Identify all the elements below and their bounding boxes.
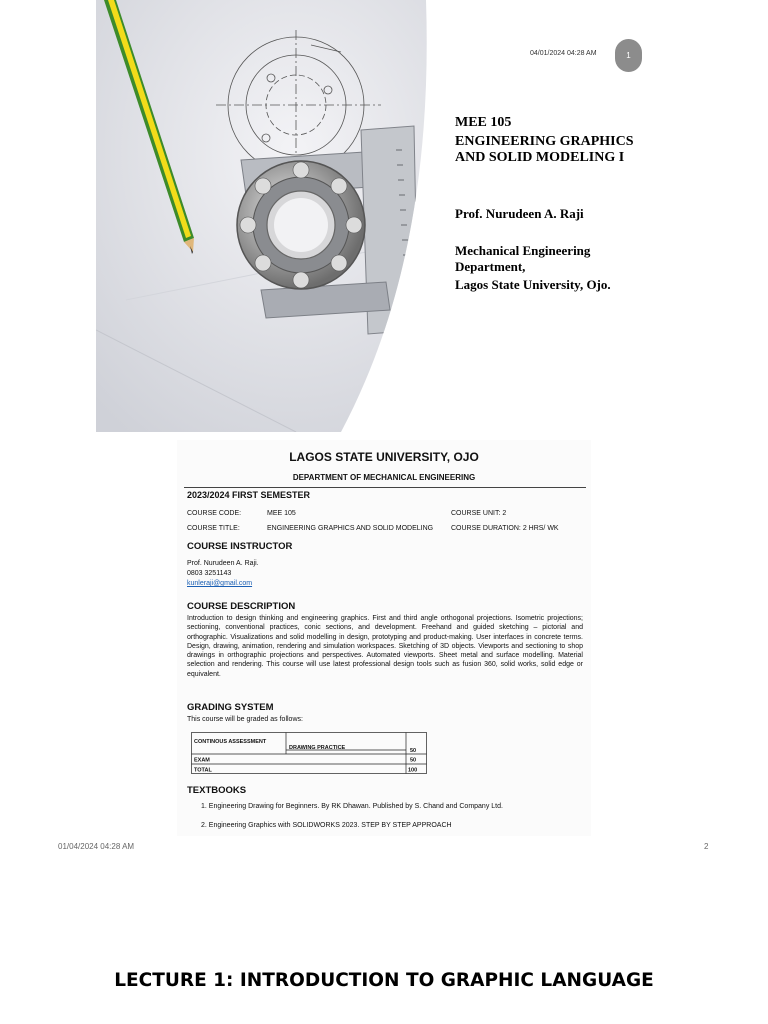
- department-line-2: Department,: [455, 259, 526, 274]
- grading-exam-label: EXAM: [194, 757, 210, 764]
- course-code-label: COURSE CODE:: [187, 510, 242, 517]
- grading-table: [191, 732, 427, 774]
- course-title: [455, 134, 685, 166]
- course-duration: COURSE DURATION: 2 HRS/ WK: [451, 525, 559, 532]
- university-name: Lagos State University, Ojo.: [455, 277, 611, 292]
- course-outline-document: [177, 440, 591, 836]
- doc-department: DEPARTMENT OF MECHANICAL ENGINEERING: [292, 473, 476, 482]
- grading-drawing-label: DRAWING PRACTICE: [289, 745, 346, 751]
- department: [455, 243, 665, 275]
- grading-note: This course will be graded as follows:: [187, 716, 303, 723]
- course-title-value: ENGINEERING GRAPHICS AND SOLID MODELING: [267, 525, 434, 532]
- course-title-line-1: ENGINEERING GRAPHICS: [455, 134, 634, 149]
- department-line-1: Mechanical Engineering: [455, 243, 591, 258]
- lecture-title: LECTURE 1: INTRODUCTION TO GRAPHIC LANGUAGE: [114, 970, 654, 991]
- grading-total-value: 100: [408, 767, 418, 774]
- instructor-email-link[interactable]: kunleraji@gmail.com: [187, 580, 253, 587]
- grading-total-label: TOTAL: [194, 767, 212, 774]
- grading-heading: GRADING SYSTEM: [187, 702, 274, 713]
- doc-semester: 2023/2024 FIRST SEMESTER: [187, 490, 311, 500]
- textbook-item: 2. Engineering Graphics with SOLIDWORKS 2023. STEP BY STEP APPROACH: [201, 822, 452, 829]
- slide-number-badge: 1: [615, 39, 642, 72]
- textbooks-heading: TEXTBOOKS: [187, 785, 247, 796]
- footer-page-number: 2: [704, 842, 709, 851]
- slide-1: [0, 0, 768, 432]
- textbook-item: 1. Engineering Drawing for Beginners. By RK Dhawan. Published by S. Chand and Company Ltd.: [201, 803, 503, 810]
- doc-university: LAGOS STATE UNIVERSITY, OJO: [289, 450, 479, 464]
- course-code: MEE 105: [455, 115, 512, 130]
- instructor-name: Prof. Nurudeen A. Raji.: [187, 560, 259, 567]
- course-description: Introduction to design thinking and engineering graphics. First and third angle orthogonal projections. Isometric projections; sectioning, conventional practices, conic sections, and development. Freehand and guided sketching – pictorial and orthographic. Visualizations and solid modelling in design, prototyping and product-making. User interfaces in concrete terms. Design, drawing, animation, rendering and simulation workspaces. Sketching of 3D objects. Viewports and sectioning to shop drawings in orthographic projections and perspectives. Automated viewports. Sheet metal and surface modelling. Material selection and rendering. This course will use latest professional design tools such as fusion 360, solid works, solid edge or equivalent.: [187, 615, 583, 678]
- course-title-line-2: AND SOLID MODELING I: [455, 150, 625, 165]
- course-unit: COURSE UNIT: 2: [451, 510, 507, 517]
- slide-date: 04/01/2024 04:28 AM: [530, 50, 597, 57]
- grading-drawing-value: 50: [410, 748, 417, 754]
- instructor-heading: COURSE INSTRUCTOR: [187, 541, 293, 552]
- footer-date: 01/04/2024 04:28 AM: [58, 842, 135, 851]
- course-code-value: MEE 105: [267, 510, 296, 517]
- course-title-label: COURSE TITLE:: [187, 525, 240, 532]
- grading-ca-label: CONTINOUS ASSESSMENT: [194, 739, 267, 745]
- doc-divider: [184, 487, 586, 488]
- grading-exam-value: 50: [410, 757, 417, 764]
- instructor-phone: 0803 3251143: [187, 570, 232, 577]
- professor-name: Prof. Nurudeen A. Raji: [455, 206, 584, 221]
- caliper-bearing-photo: [96, 0, 456, 432]
- description-heading: COURSE DESCRIPTION: [187, 601, 296, 612]
